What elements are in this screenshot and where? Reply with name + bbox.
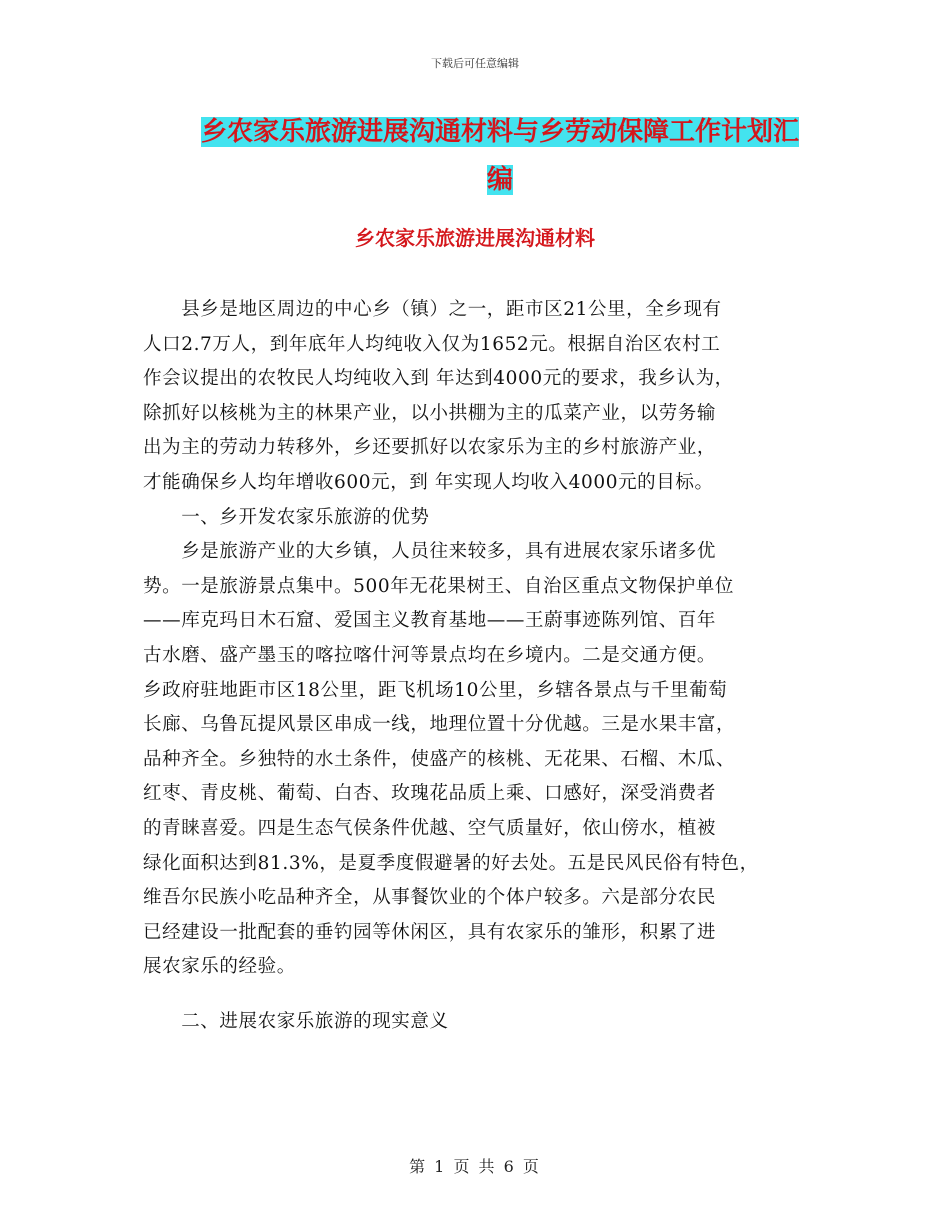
document-title [190,108,810,204]
body-line: 乡政府驻地距市区18公里，距飞机场10公里，乡辖各景点与千里葡萄 [143,679,728,701]
body-line: 才能确保乡人均年增收600元，到 年实现人均收入4000元的目标。 [143,471,714,493]
body-line: 已经建设一批配套的垂钓园等休闲区，具有农家乐的雏形，积累了进 [143,921,717,943]
body-line: 的青睐喜爱。四是生态气侯条件优越、空气质量好，依山傍水，植被 [143,817,717,839]
section-title: 乡农家乐旅游进展沟通材料 [355,226,595,250]
body-line: 乡是旅游产业的大乡镇，人员往来较多，具有进展农家乐诸多优 [143,541,717,563]
body-line: 维吾尔民族小吃品种齐全，从事餐饮业的个体户较多。六是部分农民 [143,887,717,909]
document-title-line1: 乡农家乐旅游进展沟通材料与乡劳动保障工作计划汇 [200,117,799,147]
body-line: 势。一是旅游景点集中。500年无花果树王、自治区重点文物保护单位 [143,575,735,597]
heading-significance: 二、进展农家乐旅游的现实意义 [143,1010,449,1032]
body-line: 人口2.7万人，到年底年人均纯收入仅为1652元。根据自治区农村工 [143,333,721,355]
header-note: 下载后可任意编辑 [431,57,519,70]
body-line: 绿化面积达到81.3%，是夏季度假避暑的好去处。五是民风民俗有特色， [143,852,759,874]
body-line: 红枣、青皮桃、葡萄、白杏、玫瑰花品质上乘、口感好，深受消费者 [143,783,717,805]
body-line: ——库克玛日木石窟、爱国主义教育基地——王蔚事迹陈列馆、百年 [143,610,717,632]
body-text [143,293,823,1039]
page-footer: 第 1 页 共 6 页 [409,1157,541,1176]
heading-advantages: 一、乡开发农家乐旅游的优势 [143,506,430,528]
body-line: 出为主的劳动力转移外，乡还要抓好以农家乐为主的乡村旅游产业， [143,437,717,459]
body-line: 除抓好以核桃为主的林果产业，以小拱棚为主的瓜菜产业，以劳务输 [143,402,717,424]
body-line: 长廊、乌鲁瓦提风景区串成一线，地理位置十分优越。三是水果丰富， [143,714,736,736]
document-title-line2: 编 [486,165,513,195]
body-line: 古水磨、盛产墨玉的喀拉喀什河等景点均在乡境内。二是交通方便。 [143,644,717,666]
body-line: 作会议提出的农牧民人均纯收入到 年达到4000元的要求，我乡认为， [143,368,734,390]
paragraph-gap [143,985,823,1005]
body-line: 展农家乐的经验。 [143,956,296,978]
body-line: 县乡是地区周边的中心乡（镇）之一，距市区21公里，全乡现有 [143,299,722,320]
body-line: 品种齐全。乡独特的水土条件，使盛产的核桃、无花果、石榴、木瓜、 [143,748,736,770]
